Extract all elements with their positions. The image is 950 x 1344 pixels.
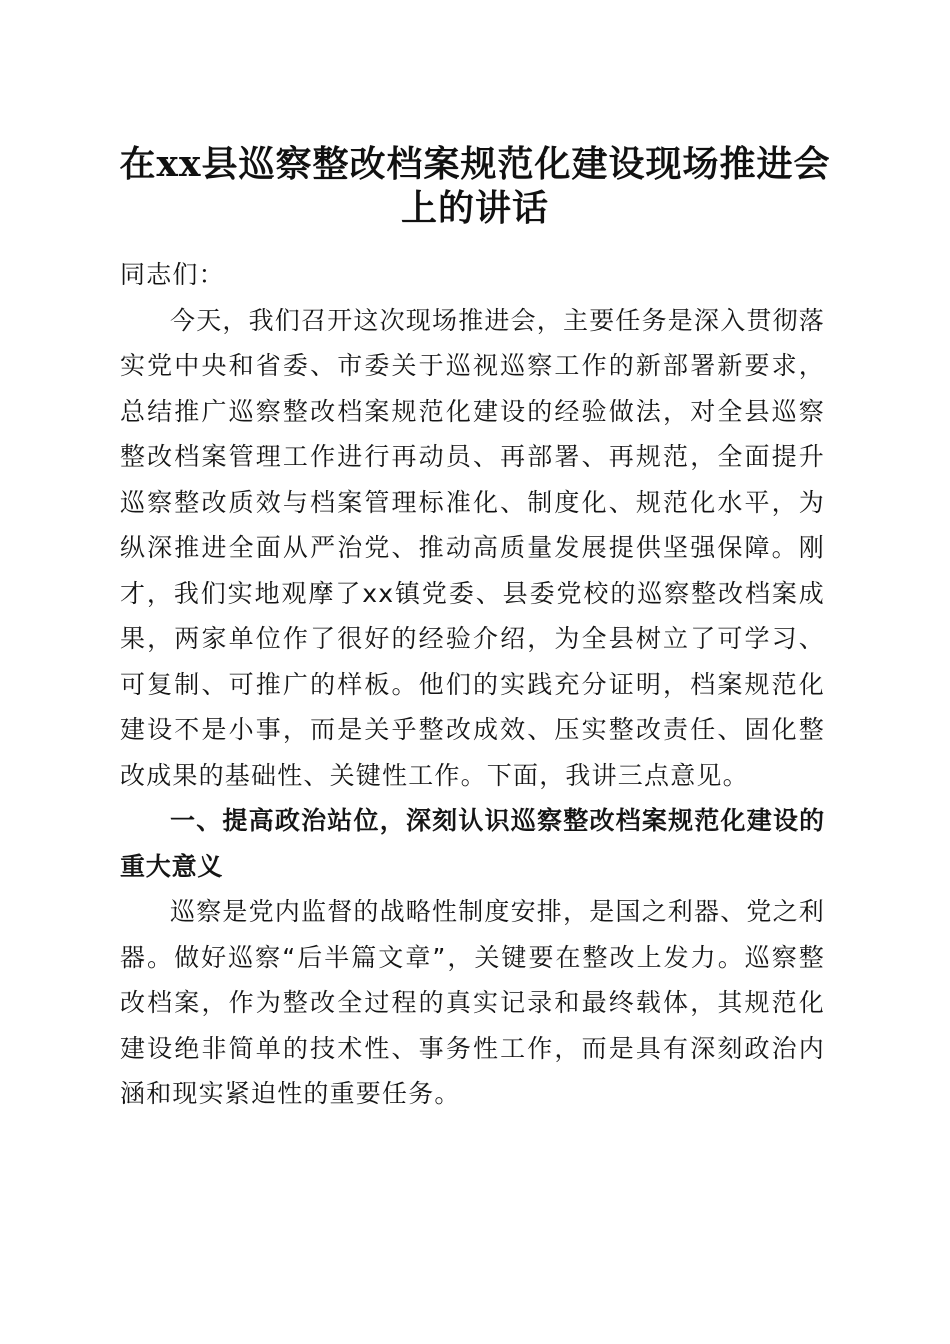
document-body bbox=[120, 252, 825, 1117]
paragraph-section-1: 巡察是党内监督的战略性制度安排，是国之利器、党之利器。做好巡察“后半篇文章”，关键要在整改上发力。巡察整改档案，作为整改全过程的真实记录和最终载体，其规范化建设绝非简单的技术性、事务性工作，而是具有深刻政治内涵和现实紧迫性的重要任务。 bbox=[120, 897, 826, 1108]
document-title-line-1: 在xx县巡察整改档案规范化建设现场推进会 bbox=[119, 143, 831, 185]
section-heading-1: 一、提高政治站位，深刻认识巡察整改档案规范化建设的重大意义 bbox=[120, 806, 825, 881]
document-title-line-2: 上的讲话 bbox=[400, 187, 549, 229]
salutation: 同志们： bbox=[120, 260, 225, 289]
paragraph-opening: 今天，我们召开这次现场推进会，主要任务是深入贯彻落实党中央和省委、市委关于巡视巡察工作的新部署新要求，总结推广巡察整改档案规范化建设的经验做法，对全县巡察整改档案管理工作进行再动员、再部署、再规范，全面提升巡察整改质效与档案管理标准化、制度化、规范化水平，为纵深推进全面从严治党、推动高质量发展提供坚强保障。刚才，我们实地观摩了xx镇党委、县委党校的巡察整改档案成果，两家单位作了很好的经验介绍，为全县树立了可学习、可复制、可推广的样板。他们的实践充分证明，档案规范化建设不是小事，而是关乎整改成效、压实整改责任、固化整改成果的基础性、关键性工作。下面，我讲三点意见。 bbox=[120, 305, 826, 790]
